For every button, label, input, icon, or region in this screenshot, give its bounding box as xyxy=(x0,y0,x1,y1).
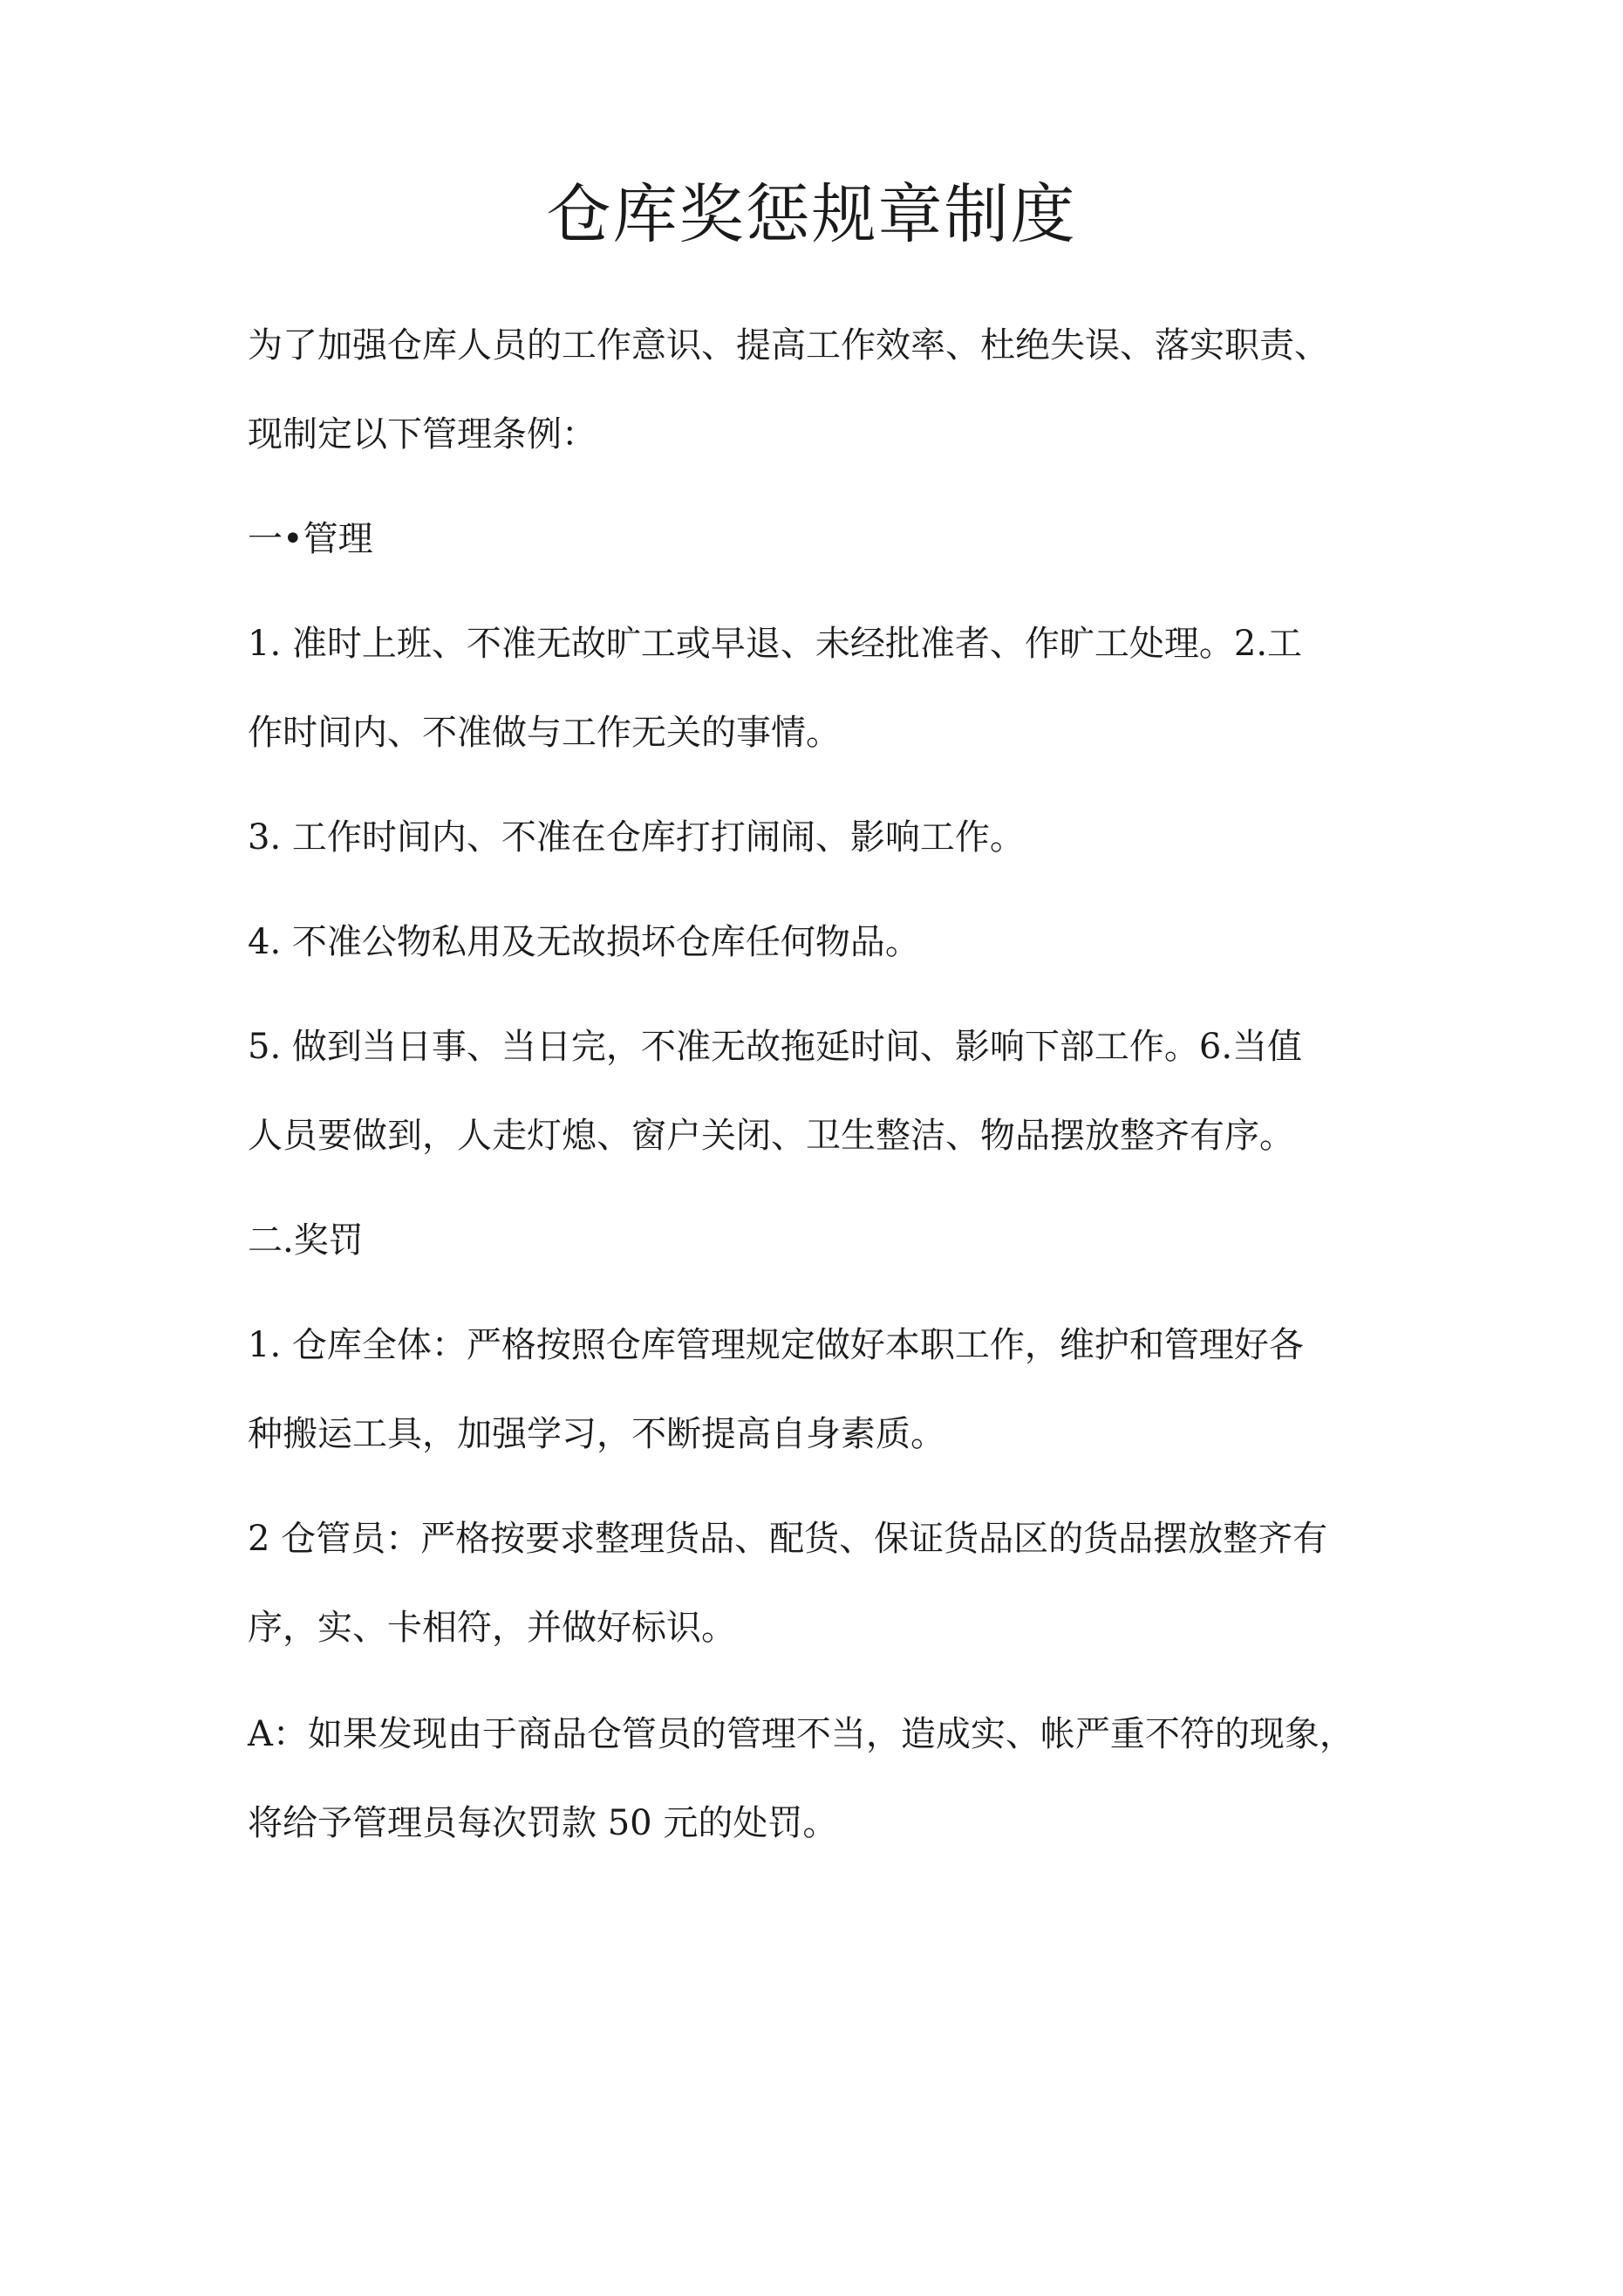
rule-5-line-2: 人员要做到，人走灯熄、窗户关闭、卫生整洁、物品摆放整齐有序。 xyxy=(248,1116,1294,1156)
section-heading-rewards: 二.奖罚 xyxy=(248,1220,364,1261)
penalty-a-line-1: A：如果发现由于商品仓管员的管理不当，造成实、帐严重不符的现象， xyxy=(248,1714,1354,1754)
document-body xyxy=(248,301,1399,1868)
document-title: 仓库奖惩规章制度 xyxy=(546,177,1077,252)
rule-5-line-1: 5. 做到当日事、当日完，不准无故拖延时间、影响下部工作。6.当值 xyxy=(248,1027,1303,1067)
intro-line-1: 为了加强仓库人员的工作意识、提高工作效率、杜绝失误、落实职责、 xyxy=(248,325,1329,366)
reward-2-line-1: 2 仓管员：严格按要求整理货品、配货、保证货品区的货品摆放整齐有 xyxy=(248,1519,1328,1559)
reward-1-line-1: 1. 仓库全体：严格按照仓库管理规定做好本职工作，维护和管理好各 xyxy=(248,1325,1304,1365)
intro-line-2: 现制定以下管理条例： xyxy=(248,414,597,454)
rule-3: 3. 工作时间内、不准在仓库打打闹闹、影响工作。 xyxy=(248,817,1025,858)
section-heading-management: 一•管理 xyxy=(248,519,373,559)
reward-2-line-2: 序，实、卡相符，并做好标识。 xyxy=(248,1608,736,1648)
penalty-a-line-2: 将给予管理员每次罚款 50 元的处罚。 xyxy=(248,1803,838,1843)
reward-1-line-2: 种搬运工具，加强学习，不断提高自身素质。 xyxy=(248,1414,945,1454)
rule-1-line-1: 1. 准时上班、不准无故旷工或早退、未经批准者、作旷工处理。2.工 xyxy=(248,624,1303,664)
rule-4: 4. 不准公物私用及无故损坏仓库任何物品。 xyxy=(248,922,920,962)
rule-1-line-2: 作时间内、不准做与工作无关的事情。 xyxy=(248,713,841,753)
